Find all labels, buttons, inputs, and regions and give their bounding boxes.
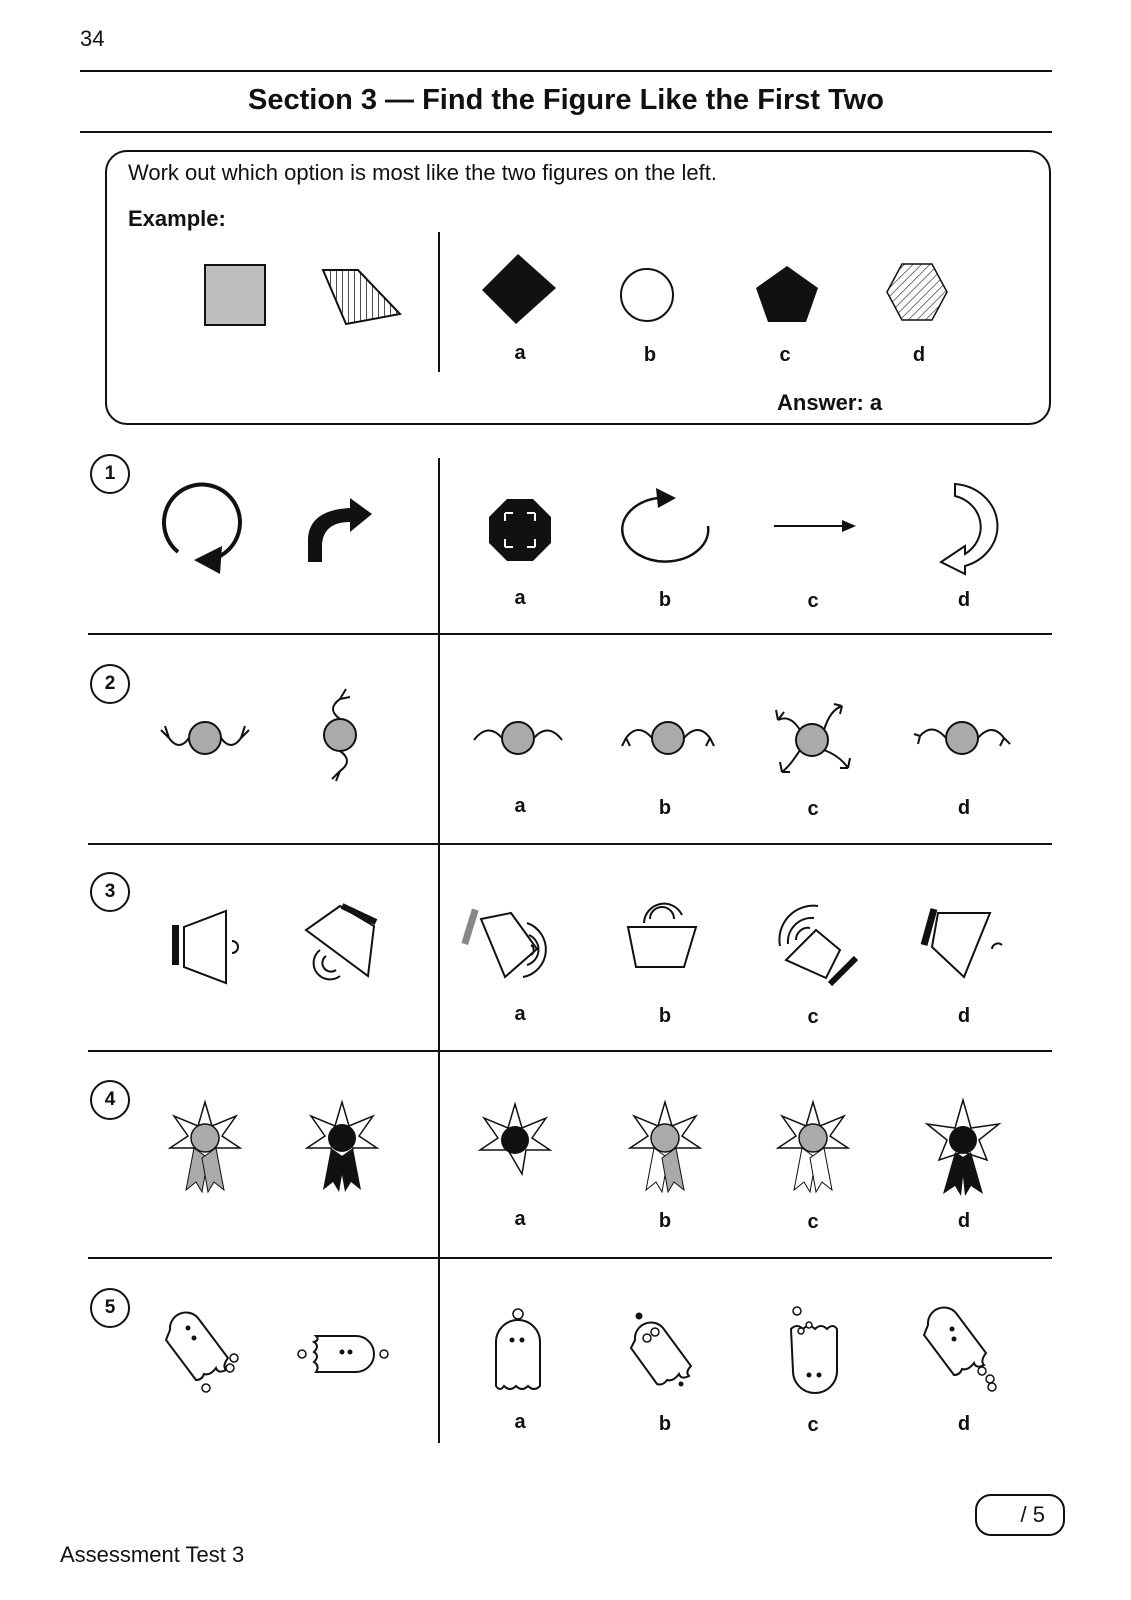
title-rule-top [80, 70, 1052, 72]
example-label: Example: [128, 206, 226, 231]
q2-option-d-ball-mixed-arrows [912, 718, 1012, 758]
q2-figure-ball-wavy-horizontal [155, 720, 255, 760]
q1-label-d: d [957, 589, 971, 611]
page-number: 34 [80, 26, 105, 51]
q2-label-d: d [957, 797, 971, 819]
q5-label-c: c [807, 1414, 819, 1436]
instructions: Work out which option is most like the two figures on the left. [128, 160, 717, 185]
row-separator [88, 633, 1052, 635]
row-separator [88, 1257, 1052, 1259]
section-title: Section 3 — Find the Figure Like the First Two [248, 84, 884, 116]
example-option-d-hatched-hexagon [885, 258, 955, 328]
q4-label-b: b [658, 1210, 672, 1232]
example-figure-striped-parallelogram [318, 262, 408, 332]
q3-label-c: c [807, 1006, 819, 1028]
q2-option-a-ball-arcs [468, 718, 568, 758]
q2-option-c-ball-four-arrows [770, 700, 855, 780]
q5-figure-ghost-tilted [160, 1310, 250, 1400]
q3-figure-speaker-tilted [300, 900, 385, 990]
q1-option-d-outline-curved-arrow [935, 480, 1010, 580]
q1-figure-curved-thick-arrow [300, 490, 380, 570]
question-number-1: 1 [90, 454, 130, 494]
q4-label-d: d [957, 1210, 971, 1232]
q2-label-c: c [807, 798, 819, 820]
example-answer: Answer: a [777, 390, 883, 415]
q4-option-d-black-rosette-variant [925, 1098, 1003, 1200]
q1-option-a-black-octagon [485, 495, 555, 565]
example-divider [438, 232, 440, 372]
row-separator [88, 843, 1052, 845]
q5-label-a: a [514, 1411, 526, 1433]
q1-figure-circular-arrow [160, 482, 255, 582]
q1-label-c: c [807, 590, 819, 612]
q2-figure-ball-wavy-vertical [318, 685, 363, 785]
score-box: / 5 [975, 1494, 1065, 1536]
q3-figure-speaker-right [170, 905, 250, 990]
q4-label-a: a [514, 1208, 526, 1230]
q3-label-a: a [514, 1003, 526, 1025]
q3-option-a-speaker-grey-bar [465, 905, 565, 990]
q1-label-a: a [514, 587, 526, 609]
q3-label-b: b [658, 1005, 672, 1027]
q4-figure-black-rosette [305, 1100, 380, 1200]
q3-option-d-speaker-black-bar [920, 905, 1005, 985]
q3-option-b-speaker-no-bar [622, 905, 702, 975]
example-label-b: b [643, 344, 657, 366]
example-label-c: c [779, 344, 791, 366]
row-separator [88, 1050, 1052, 1052]
question-number-3: 3 [90, 872, 130, 912]
questions-divider [438, 458, 440, 1443]
q4-figure-grey-rosette [168, 1100, 243, 1200]
q5-figure-ghost-horizontal [290, 1330, 395, 1380]
q5-option-c-ghost-inverted [785, 1305, 845, 1395]
example-option-b-circle [617, 265, 677, 325]
example-label-a: a [514, 342, 526, 364]
q3-option-c-speaker-bar-bottom [768, 900, 863, 990]
q4-option-a-black-star-no-ribbon [478, 1102, 553, 1177]
q3-label-d: d [957, 1005, 971, 1027]
q5-option-b-ghost-tilted-variant [625, 1310, 705, 1395]
question-number-2: 2 [90, 664, 130, 704]
q5-option-d-ghost-tilted-dots [918, 1305, 1003, 1395]
q4-option-c-white-ribbon-rosette [776, 1100, 851, 1200]
footer-text: Assessment Test 3 [60, 1542, 245, 1567]
example-option-a-black-rectangle [478, 248, 568, 338]
q2-label-b: b [658, 797, 672, 819]
q2-option-b-ball-arcs-ticks [618, 718, 718, 758]
q1-label-b: b [658, 589, 672, 611]
q4-label-c: c [807, 1211, 819, 1233]
q4-option-b-grey-rosette [628, 1100, 703, 1200]
q5-label-b: b [658, 1413, 672, 1435]
q1-option-c-straight-arrow [772, 516, 862, 536]
q2-label-a: a [514, 795, 526, 817]
example-label-d: d [912, 344, 926, 366]
question-number-5: 5 [90, 1288, 130, 1328]
example-figure-grey-square [195, 255, 275, 335]
example-option-c-black-pentagon [752, 262, 822, 327]
q5-option-a-ghost-upright [488, 1306, 548, 1396]
q5-label-d: d [957, 1413, 971, 1435]
q1-option-b-open-circle-arrow [618, 486, 718, 566]
question-number-4: 4 [90, 1080, 130, 1120]
title-rule-bottom [80, 131, 1052, 133]
